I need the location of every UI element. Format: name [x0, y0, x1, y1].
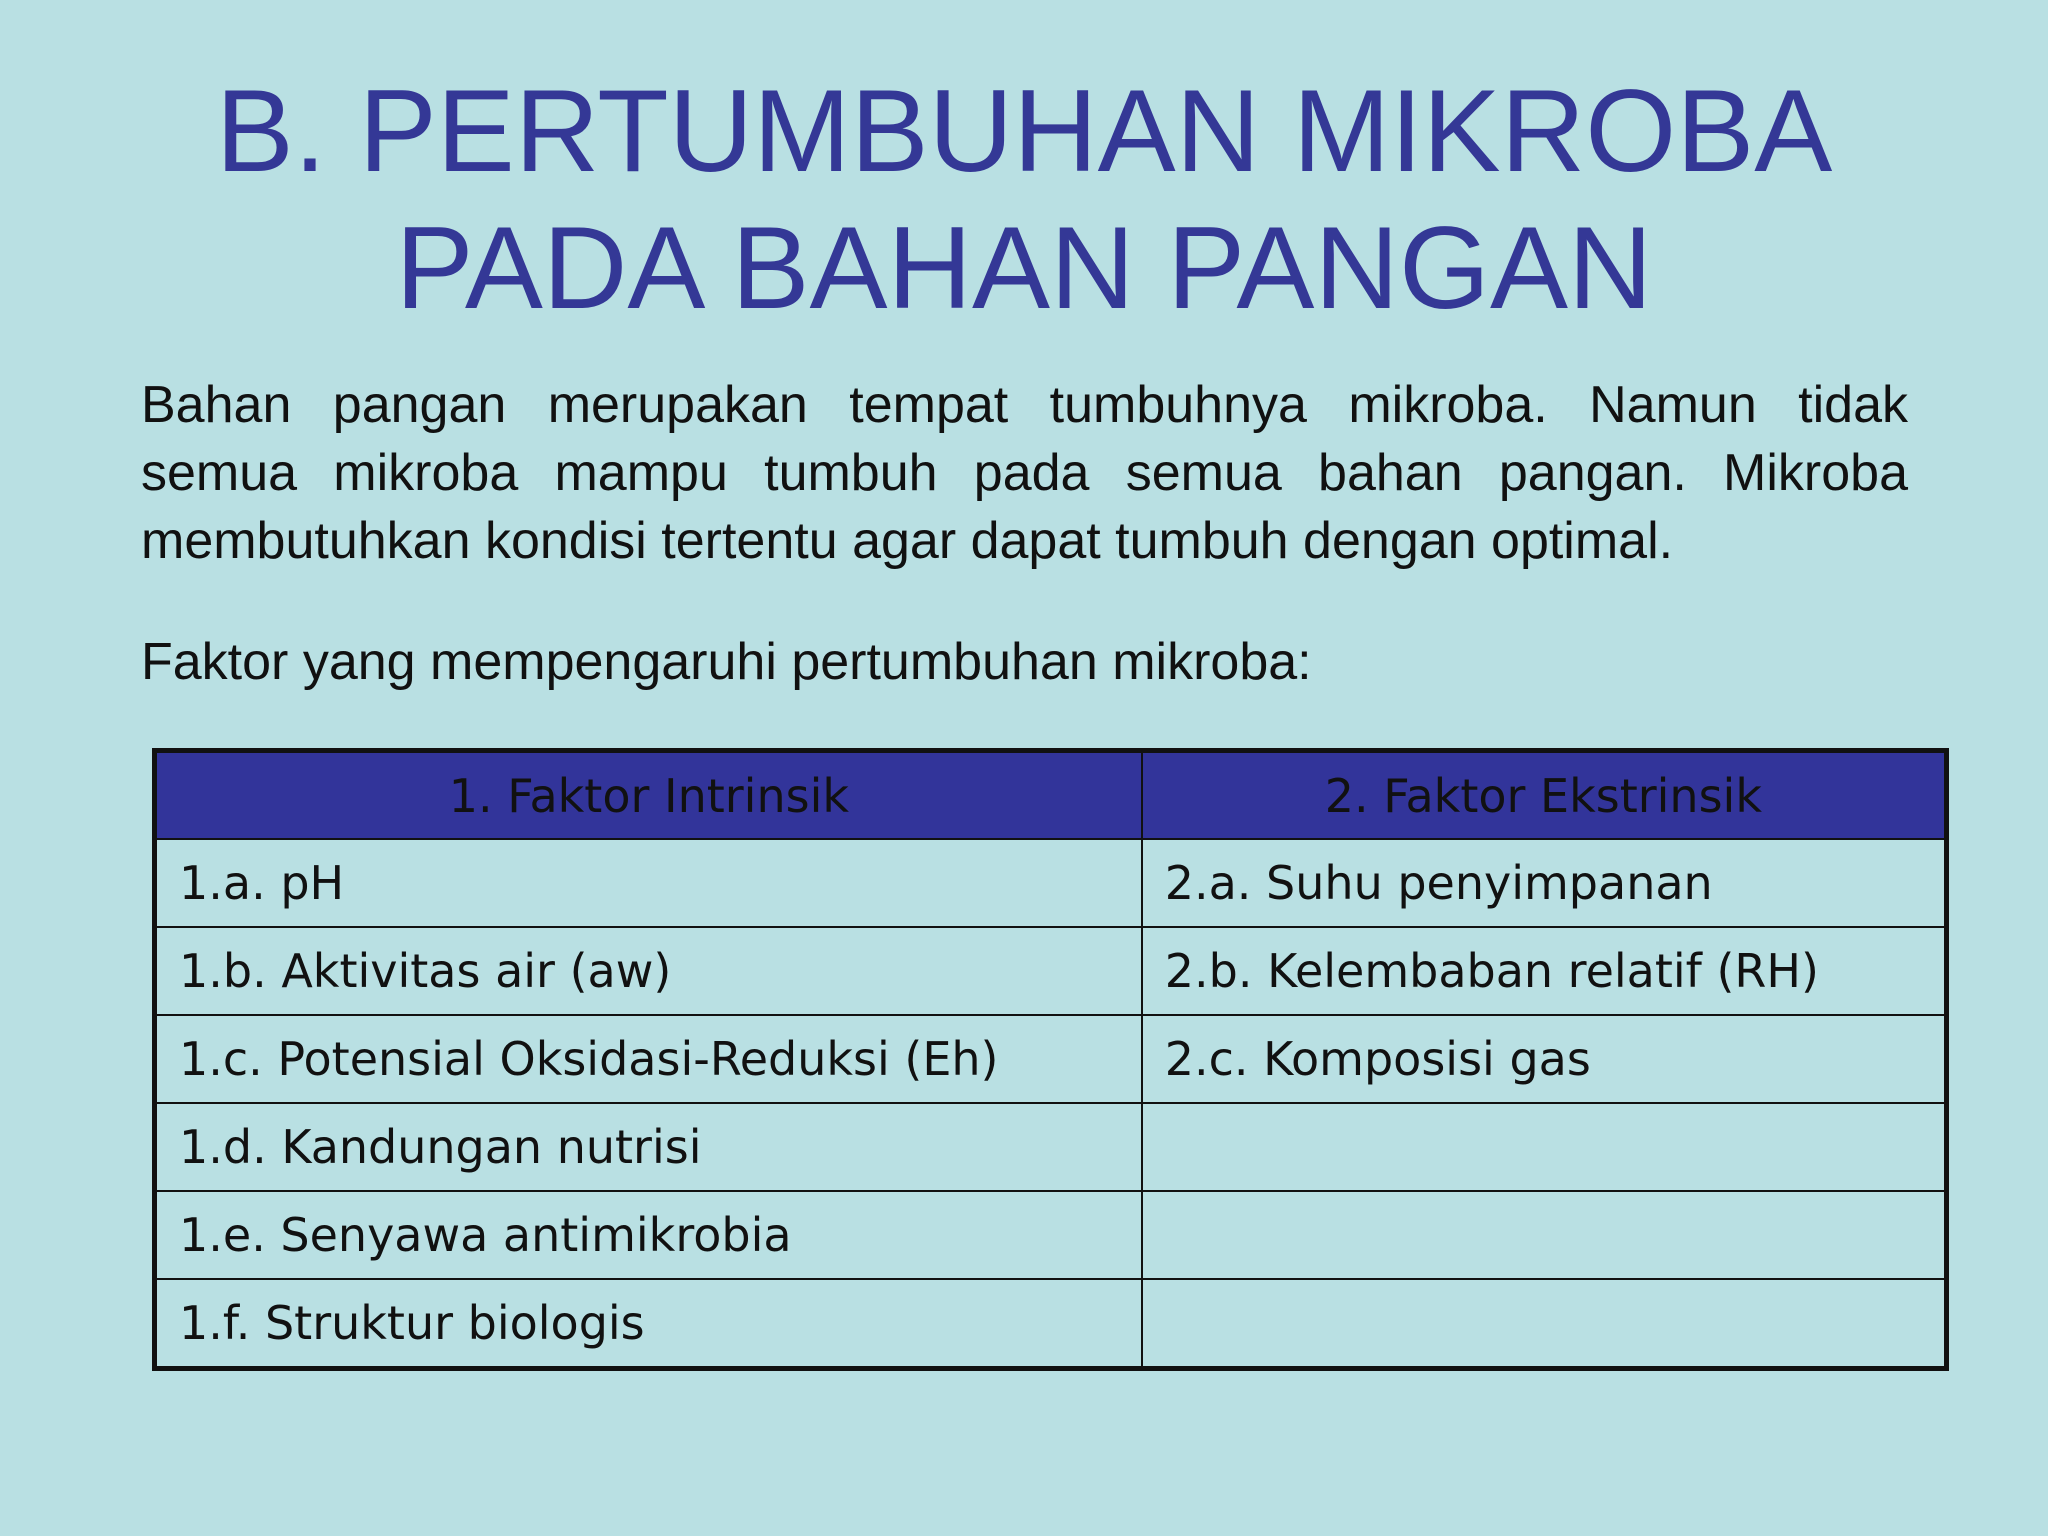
slide-title-line-1: B. PERTUMBUHAN MIKROBA: [215, 65, 1833, 196]
extrinsic-cell: 2.b. Kelembaban relatif (RH): [1142, 927, 1947, 1015]
factors-table: [152, 748, 1949, 1371]
header-intrinsic: 1. Faktor Intrinsik: [155, 751, 1142, 840]
intro-paragraph: [141, 371, 1908, 575]
intro-line-2: semua mikroba mampu tumbuh pada semua bahan pangan. Mikroba: [141, 444, 1908, 502]
extrinsic-cell: [1142, 1191, 1947, 1279]
intrinsic-cell: 1.f. Struktur biologis: [155, 1279, 1142, 1369]
intro-line-1: Bahan pangan merupakan tempat tumbuhnya mikroba. Namun tidak: [141, 376, 1908, 434]
intrinsic-cell: 1.e. Senyawa antimikrobia: [155, 1191, 1142, 1279]
intrinsic-cell: 1.d. Kandungan nutrisi: [155, 1103, 1142, 1191]
table-row: [155, 1015, 1947, 1103]
table-row: [155, 1103, 1947, 1191]
table-row: [155, 1191, 1947, 1279]
slide-title: [0, 62, 2048, 336]
slide-title-line-2: PADA BAHAN PANGAN: [395, 202, 1653, 333]
extrinsic-cell: [1142, 1103, 1947, 1191]
intrinsic-cell: 1.b. Aktivitas air (aw): [155, 927, 1142, 1015]
table-row: [155, 927, 1947, 1015]
extrinsic-cell: [1142, 1279, 1947, 1369]
header-extrinsic: 2. Faktor Ekstrinsik: [1142, 751, 1947, 840]
factor-heading: Faktor yang mempengaruhi pertumbuhan mikroba:: [141, 633, 1312, 691]
table-row: [155, 839, 1947, 927]
extrinsic-cell: 2.a. Suhu penyimpanan: [1142, 839, 1947, 927]
table-row: [155, 1279, 1947, 1369]
table-header-row: [155, 751, 1947, 840]
intrinsic-cell: 1.a. pH: [155, 839, 1142, 927]
intrinsic-cell: 1.c. Potensial Oksidasi-Reduksi (Eh): [155, 1015, 1142, 1103]
intro-line-3: membutuhkan kondisi tertentu agar dapat tumbuh dengan optimal.: [141, 512, 1674, 570]
extrinsic-cell: 2.c. Komposisi gas: [1142, 1015, 1947, 1103]
